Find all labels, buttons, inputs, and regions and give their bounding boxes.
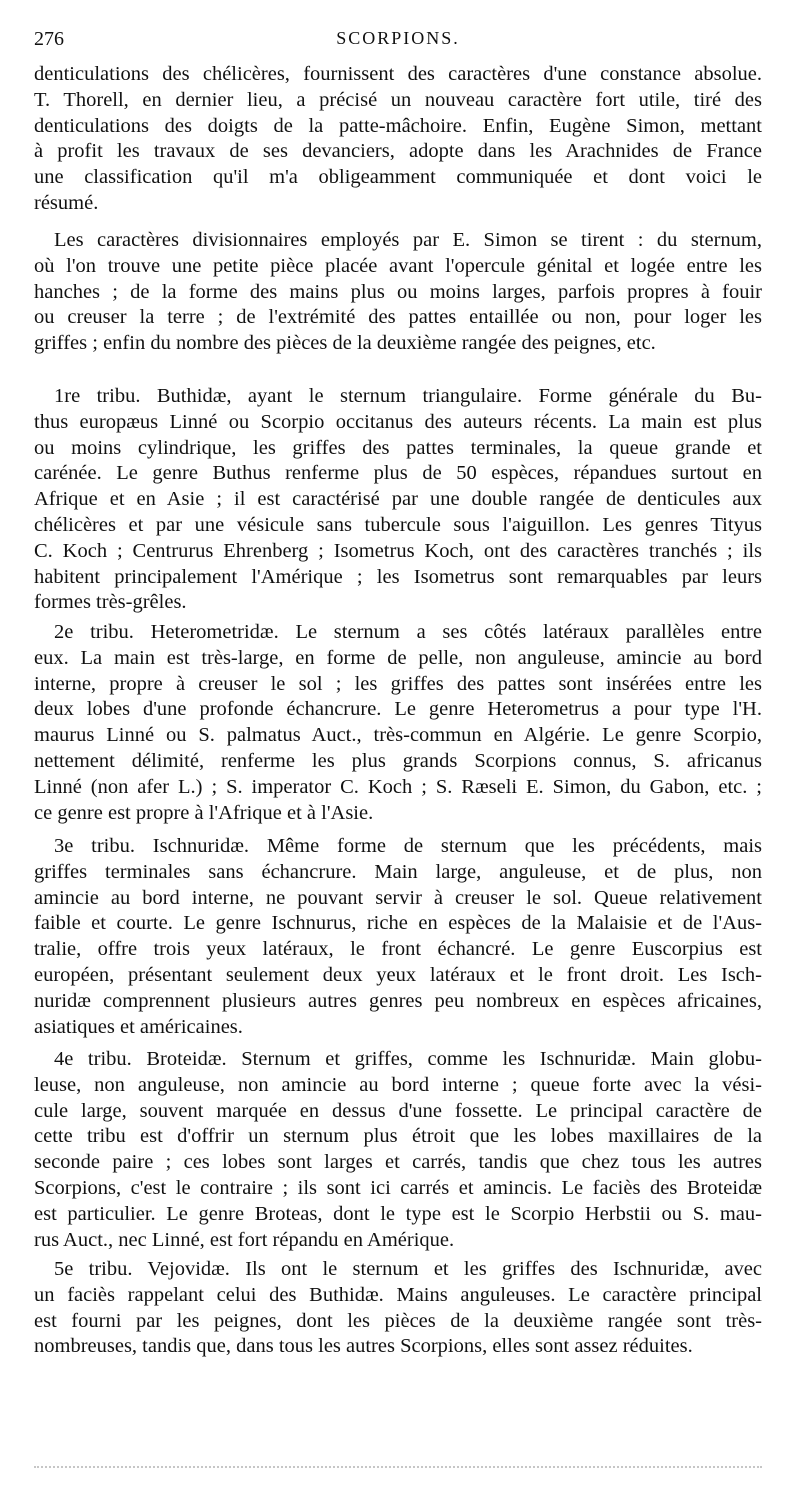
text-line: 4e tribu. Broteidæ. Sternum et griffes, comme les Ischnuridæ. Main globu- bbox=[54, 1048, 762, 1070]
text-line: deux lobes d'une profonde échancrure. Le genre Heterometrus a pour type l'H. bbox=[34, 698, 762, 721]
text-line: habitent principalement l'Amérique ; les Isometrus sont remarquables par leurs bbox=[34, 565, 762, 588]
text-line: C. Koch ; Centrurus Ehrenberg ; Isometrus Koch, ont des caractères tranchés ; ils bbox=[34, 539, 762, 562]
text-line: interne, propre à creuser le sol ; les griffes des pattes sont insérées entre les bbox=[34, 672, 762, 695]
text-line: Linné (non afer L.) ; S. imperator C. Koch ; S. Ræseli E. Simon, du Gabon, etc. ; bbox=[34, 775, 762, 798]
text-line: griffes ; enfin du nombre des pièces de la deuxième rangée des peignes, etc. bbox=[34, 332, 656, 355]
text-line: denticulations des chélicères, fournissent des caractères d'une constance absolue. bbox=[34, 63, 762, 85]
text-line: est fourni par les peignes, dont les pièces de la deuxième rangée sont très- bbox=[34, 1309, 762, 1332]
text-line: maurus Linné ou S. palmatus Auct., très-commun en Algérie. Le genre Scorpio, bbox=[34, 724, 762, 747]
text-line: leuse, non anguleuse, non amincie au bord interne ; queue forte avec la vési- bbox=[34, 1073, 762, 1096]
paragraph-tribe-4-broteidae bbox=[34, 1047, 762, 1253]
text-line: est particulier. Le genre Broteas, dont le type est le Scorpio Herbstii ou S. mau- bbox=[34, 1202, 762, 1225]
text-line: ce genre est propre à l'Afrique et à l'Asie. bbox=[34, 801, 374, 824]
footer-rule bbox=[34, 1466, 762, 1468]
page-header bbox=[34, 28, 762, 58]
text-line: chélicères et par une vésicule sans tubercule sous l'aiguillon. Les genres Tityus bbox=[34, 513, 762, 536]
text-line: Les caractères divisionnaires employés par E. Simon se tirent : du sternum, bbox=[54, 229, 762, 251]
text-line: eux. La main est très-large, en forme de pelle, non anguleuse, amincie au bord bbox=[34, 646, 762, 669]
paragraph-divisional-characters bbox=[34, 228, 762, 357]
text-line: 2e tribu. Heterometridæ. Le sternum a ses côtés latéraux parallèles entre bbox=[54, 621, 762, 643]
text-line: où l'on trouve une petite pièce placée avant l'opercule génital et logée entre les bbox=[34, 254, 762, 277]
text-line: à profit les travaux de ses devanciers, adopte dans les Arachnides de France bbox=[34, 140, 762, 163]
text-line: cette tribu est d'offrir un sternum plus étroit que les lobes maxillaires de la bbox=[34, 1125, 762, 1148]
text-line: 5e tribu. Vejovidæ. Ils ont le sternum et les griffes des Ischnuridæ, avec bbox=[54, 1258, 762, 1280]
paragraph-tribe-5-vejovidae bbox=[34, 1257, 762, 1360]
paragraph-tribe-2-heterometridae bbox=[34, 620, 762, 826]
text-line: une classification qu'il m'a obligeamment communiquée et dont voici le bbox=[34, 166, 762, 189]
text-line: 3e tribu. Ischnuridæ. Même forme de sternum que les précédents, mais bbox=[54, 835, 762, 857]
text-line: résumé. bbox=[34, 191, 99, 214]
text-line: seconde paire ; ces lobes sont larges et carrés, tandis que chez tous les autres bbox=[34, 1151, 762, 1174]
running-head: SCORPIONS. bbox=[336, 28, 460, 48]
paragraph-intro-continued bbox=[34, 62, 762, 217]
text-line: un faciès rappelant celui des Buthidæ. Mains anguleuses. Le caractère principal bbox=[34, 1283, 762, 1306]
text-line: nettement délimité, renferme les plus grands Scorpions connus, S. africanus bbox=[34, 749, 762, 772]
text-line: formes très-grêles. bbox=[34, 591, 187, 614]
text-line: griffes terminales sans échancrure. Main large, anguleuse, et de plus, non bbox=[34, 860, 762, 883]
text-line: tralie, offre trois yeux latéraux, le front échancré. Le genre Euscorpius est bbox=[34, 938, 762, 961]
text-line: européen, présentant seulement deux yeux latéraux et le front droit. Les Isch- bbox=[34, 963, 762, 986]
text-line: cule large, souvent marquée en dessus d'une fossette. Le principal caractère de bbox=[34, 1099, 762, 1122]
paragraph-tribe-3-ischnuridae bbox=[34, 834, 762, 1040]
text-line: rus Auct., nec Linné, est fort répandu en Amérique. bbox=[34, 1228, 455, 1251]
text-line: Afrique et en Asie ; il est caractérisé par une double rangée de denticules aux bbox=[34, 488, 762, 511]
text-line: ou creuser la terre ; de l'extrémité des pattes entaillée ou non, pour loger les bbox=[34, 306, 762, 329]
text-line: amincie au bord interne, ne pouvant servir à creuser le sol. Queue relativement bbox=[34, 886, 762, 909]
text-line: 1re tribu. Buthidæ, ayant le sternum triangulaire. Forme générale du Bu- bbox=[54, 385, 762, 407]
text-line: nombreuses, tandis que, dans tous les autres Scorpions, elles sont assez réduites. bbox=[34, 1335, 693, 1358]
text-line: ou moins cylindrique, les griffes des pattes terminales, la queue grande et bbox=[34, 436, 762, 459]
text-line: denticulations des doigts de la patte-mâchoire. Enfin, Eugène Simon, mettant bbox=[34, 114, 762, 137]
paragraph-tribe-1-buthidae bbox=[34, 384, 762, 616]
text-line: thus europæus Linné ou Scorpio occitanus des auteurs récents. La main est plus bbox=[34, 410, 762, 433]
text-line: asiatiques et américaines. bbox=[34, 1015, 243, 1038]
text-line: faible et courte. Le genre Ischnurus, riche en espèces de la Malaisie et de l'Aus- bbox=[34, 912, 762, 935]
text-line: T. Thorell, en dernier lieu, a précisé un nouveau caractère fort utile, tiré des bbox=[34, 88, 762, 111]
text-line: hanches ; de la forme des mains plus ou moins larges, parfois propres à fouir bbox=[34, 280, 762, 303]
text-line: carénée. Le genre Buthus renferme plus de 50 espèces, répandues surtout en bbox=[34, 462, 762, 485]
text-line: nuridæ comprennent plusieurs autres genres peu nombreux en espèces africaines, bbox=[34, 989, 762, 1012]
text-line: Scorpions, c'est le contraire ; ils sont ici carrés et amincis. Le faciès des Broteidæ bbox=[34, 1176, 762, 1199]
page-number: 276 bbox=[34, 28, 64, 50]
